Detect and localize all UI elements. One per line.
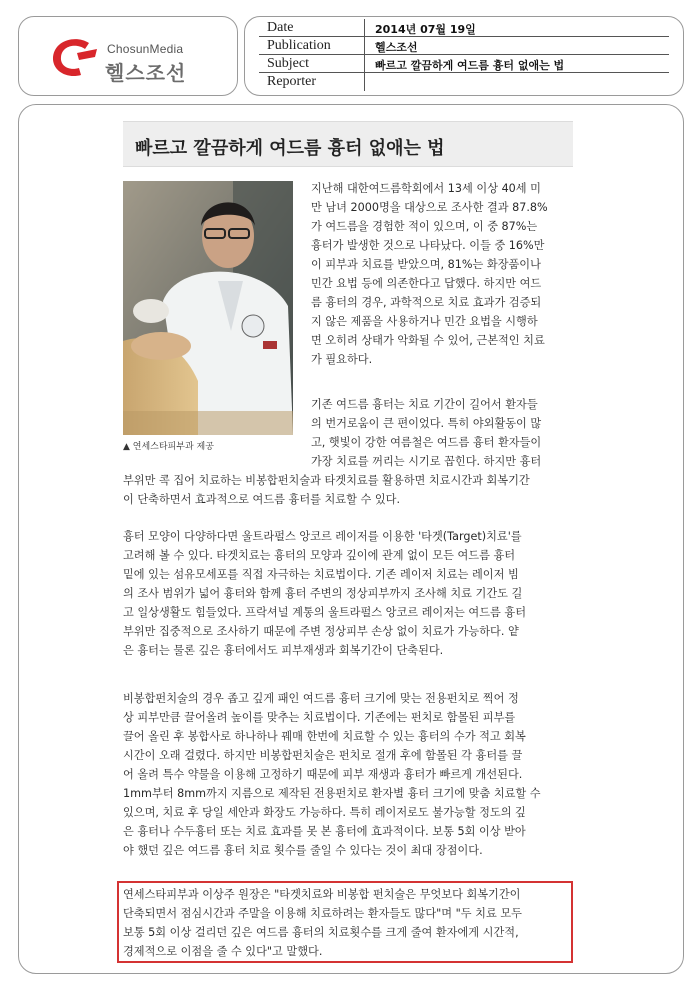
text-line: 1mm부터 8mm까지 지름으로 제작된 전용펀치로 환자별 흉터 크기에 맞춤 치료할 수	[123, 787, 541, 800]
text-line: 면 오히려 상태가 악화될 수 있어, 근본적인 치료	[311, 334, 545, 347]
meta-label: Date	[267, 20, 294, 35]
meta-value-publication: 헬스조선	[375, 41, 418, 54]
text-line: 단축되면서 점심시간과 주말을 이용해 치료하려는 환자들도 많다"며 "두 치료 모두	[123, 907, 522, 920]
text-line: 끌어 올린 후 봉합사로 하나하나 꿰매 한번에 치료할 수 있는 흉터의 수가 적고 회복	[123, 730, 526, 743]
paragraph-5-quote	[123, 885, 573, 961]
article-photo-block	[123, 181, 293, 461]
article-box	[18, 104, 684, 974]
text-line: 기존 여드름 흉터는 치료 기간이 길어서 환자들	[311, 398, 538, 411]
text-line: 있으며, 치료 후 당일 세안과 화장도 가능하다. 특히 레이저로도 불가능할 정도의 깊	[123, 806, 526, 819]
text-line: 름 흉터의 경우, 과학적으로 치료 효과가 검증되	[311, 296, 542, 309]
logo-box	[18, 16, 238, 96]
brand-name-ko: 헬스조선	[105, 61, 187, 85]
meta-table	[244, 16, 684, 96]
article-photo	[123, 181, 293, 435]
text-line: 민간 요법 등에 의존한다고 답했다. 하지만 여드	[311, 277, 542, 290]
meta-row-reporter	[259, 73, 669, 91]
text-line: 지 않은 제품을 사용하거나 민간 요법을 시행하	[311, 315, 538, 328]
photo-caption: ▲ 연세스타피부과 제공	[123, 442, 214, 452]
text-line: 경제적으로 이점을 줄 수 있다"고 말했다.	[123, 945, 323, 958]
text-line: 보통 5회 이상 걸리던 깊은 여드름 흉터의 치료횟수를 크게 줄여 환자에게 시간적,	[123, 926, 519, 939]
text-line: 밑에 있는 섬유모세포를 직접 자극하는 치료법이다. 기존 레이저 치료는 레이저 빔	[123, 568, 519, 581]
text-line: 연세스타피부과 이상주 원장은 "타겟치료와 비봉합 펀치술은 무엇보다 회복기간이	[123, 888, 521, 901]
text-line: 은 흉터는 물론 깊은 흉터에서도 피부재생과 회복기간이 단축된다.	[123, 644, 444, 657]
brand-name-en: ChosunMedia	[107, 42, 184, 56]
text-line: 고 일상생활도 힘들었다. 프락셔널 계통의 울트라펄스 앙코르 레이저는 여드름 흉터	[123, 606, 527, 619]
meta-divider	[364, 19, 365, 36]
text-line: 지난해 대한여드름학회에서 13세 이상 40세 미	[311, 182, 541, 195]
meta-row-publication	[259, 37, 669, 55]
text-line: 시간이 오래 걸렸다. 하지만 비봉합펀치술은 펀치로 절개 후에 함몰된 각 흉터를 끌	[123, 749, 523, 762]
paragraph-3	[123, 527, 573, 660]
text-line: 고려해 볼 수 있다. 타겟치료는 흉터의 모양과 깊이에 관계 없이 모든 여드름 흉터	[123, 549, 516, 562]
text-line: 이 피부과 치료를 받았으며, 81%는 화장품이나	[311, 258, 541, 271]
text-line: 가 필요하다.	[311, 353, 373, 366]
text-line: 부위만 집중적으로 조사하기 때문에 주변 정상피부 손상 없이 치료가 가능하다. 얕	[123, 625, 519, 638]
paragraph-4	[123, 689, 573, 860]
text-line: 은 흉터나 수두흉터 또는 치료 효과를 못 본 흉터에 효과적이다. 보통 5회 이상 받아	[123, 825, 526, 838]
text-line: 부위만 콕 집어 치료하는 비봉합펀치술과 타겟치료를 활용하면 치료시간과 회복기간	[123, 474, 530, 487]
text-line: 상 피부만큼 끌어올려 높이를 맞추는 치료법이다. 기존에는 펀치로 함몰된 피부를	[123, 711, 516, 724]
text-line: 야 했던 깊은 여드름 흉터 치료 횟수를 줄일 수 있다는 것이 최대 장점이다.	[123, 844, 483, 857]
text-line: 흉터가 발생한 것으로 나타났다. 이들 중 16%만	[311, 239, 545, 252]
text-line: 가장 치료를 꺼리는 시기로 꼽힌다. 하지만 흉터	[311, 455, 542, 468]
text-line: 고, 햇빛이 강한 여름철은 여드름 흉터 환자들이	[311, 436, 542, 449]
text-line: 가 여드름을 경험한 적이 있으며, 이 중 87%는	[311, 220, 538, 233]
meta-label: Publication	[267, 38, 331, 53]
chosun-logo-icon	[49, 35, 99, 79]
meta-divider	[364, 73, 365, 91]
meta-divider	[364, 55, 365, 72]
meta-value-date: 2014년 07월 19일	[375, 23, 476, 36]
meta-divider	[364, 37, 365, 54]
paragraph-1	[311, 179, 573, 369]
paragraph-2-full	[123, 471, 573, 509]
text-line: 이 단축하면서 효과적으로 여드름 흉터를 치료할 수 있다.	[123, 493, 401, 506]
article-headline: 빠르고 깔끔하게 여드름 흉터 없애는 법	[135, 138, 445, 159]
text-line: 의 조사 범위가 넓어 흉터와 함께 흉터 주변의 정상피부까지 조사해 치료 기간도 길	[123, 587, 523, 600]
meta-row-date	[259, 19, 669, 37]
meta-value-subject: 빠르고 깔끔하게 여드름 흉터 없애는 법	[375, 59, 565, 72]
text-line: 비봉합펀치술의 경우 좁고 깊게 패인 여드름 흉터 크기에 맞는 전용펀치로 찍어 정	[123, 692, 519, 705]
text-line: 어 올려 특수 약물을 이용해 고정하기 때문에 피부 재생과 흉터가 빠르게 개선된다.	[123, 768, 523, 781]
text-line: 흉터 모양이 다양하다면 울트라펄스 앙코르 레이저를 이용한 '타겟(Target)치료'를	[123, 530, 522, 543]
text-line: 의 번거로움이 큰 편이었다. 특히 야외활동이 많	[311, 417, 542, 430]
text-line: 만 남녀 2000명을 대상으로 조사한 결과 87.8%	[311, 201, 548, 214]
headline-bar	[123, 121, 573, 167]
meta-label: Subject	[267, 56, 309, 71]
meta-row-subject	[259, 55, 669, 73]
meta-label: Reporter	[267, 74, 316, 89]
paragraph-2-column	[311, 395, 573, 471]
